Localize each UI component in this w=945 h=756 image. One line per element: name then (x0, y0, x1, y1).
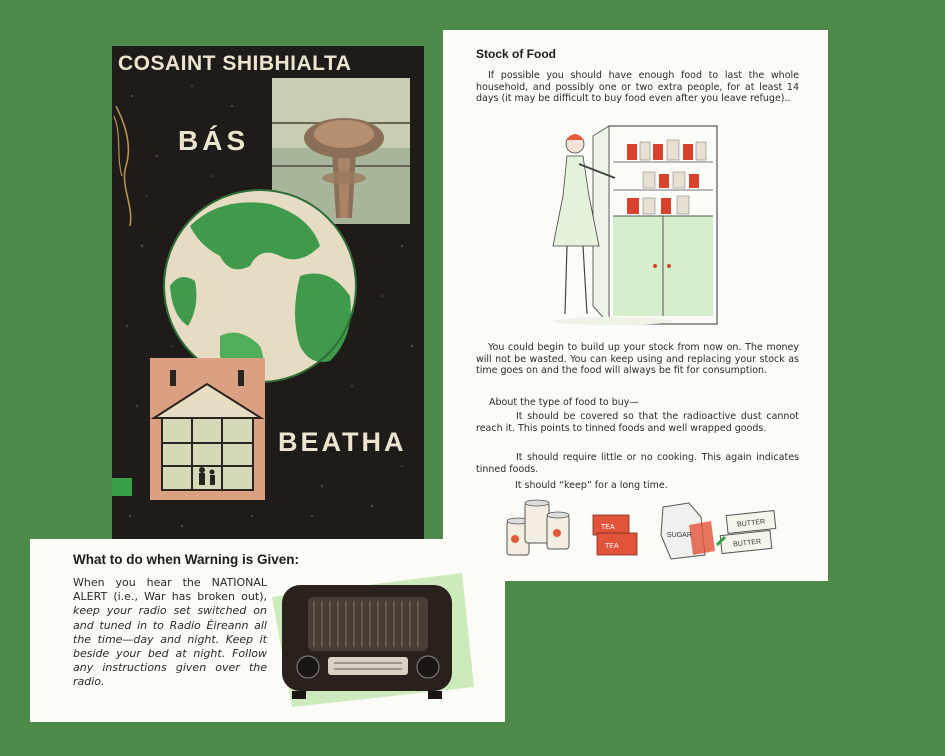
tea-label-2: TEA (605, 543, 619, 550)
radio-icon (262, 567, 482, 717)
stock-of-food-page (443, 30, 828, 581)
food-items-illustration (501, 495, 791, 565)
warning-text-plain: When you hear the NATIONAL ALERT (i.e., War has broken out), (73, 576, 267, 604)
point-covered: It should be covered so that the radioactive dust cannot reach it. This points to tinned foods and well wrapped goods. (476, 411, 799, 434)
butter-label-2: BUTTER (732, 538, 762, 549)
warning-heading: What to do when Warning is Given: (73, 552, 299, 567)
woman-at-pantry-illustration (543, 116, 723, 326)
globe-icon (160, 186, 360, 386)
warning-text-italic: keep your radio set switched on and tuned in to Radio Éireann all the time—day and night. Keep it beside your bed at night. Follow any instructions given over the radio. (73, 604, 267, 689)
house-icon (150, 358, 265, 500)
cover-green-stripe (112, 478, 132, 496)
warning-card (30, 539, 505, 722)
stock-paragraph: You could begin to build up your stock from now on. The money will not be wasted. You can keep using and replacing your stock as time goes on and the food will always be fit for consumption. (476, 342, 799, 376)
point-little-cooking: It should require little or no cooking. This again indicates tinned foods. (476, 452, 799, 475)
butter-packs-icon (717, 511, 776, 554)
cover-title: COSAINT SHIBHIALTA (118, 52, 352, 75)
tea-label: TEA (601, 524, 615, 531)
warning-text (73, 576, 267, 690)
sugar-bag-icon (661, 503, 715, 559)
tins-icon (507, 500, 569, 555)
butter-label: BUTTER (736, 518, 766, 529)
page-heading: Stock of Food (476, 47, 556, 61)
type-of-food-intro: About the type of food to buy— (489, 397, 639, 408)
binding-string (112, 106, 142, 226)
point-keep: It should “keep” for a long time. (515, 480, 668, 491)
sugar-label: SUGAR (667, 532, 692, 539)
cover-word-bas: BÁS (178, 125, 250, 156)
tea-packets-icon (593, 515, 637, 555)
booklet-cover (112, 46, 424, 540)
intro-paragraph: If possible you should have enough food to last the whole household, and possibly one or two extra people, for at least 14 days (it may be difficult to buy food even after you leave refuge).. (476, 70, 799, 104)
house-panel (150, 358, 265, 500)
cover-word-beatha: BEATHA (278, 427, 407, 457)
